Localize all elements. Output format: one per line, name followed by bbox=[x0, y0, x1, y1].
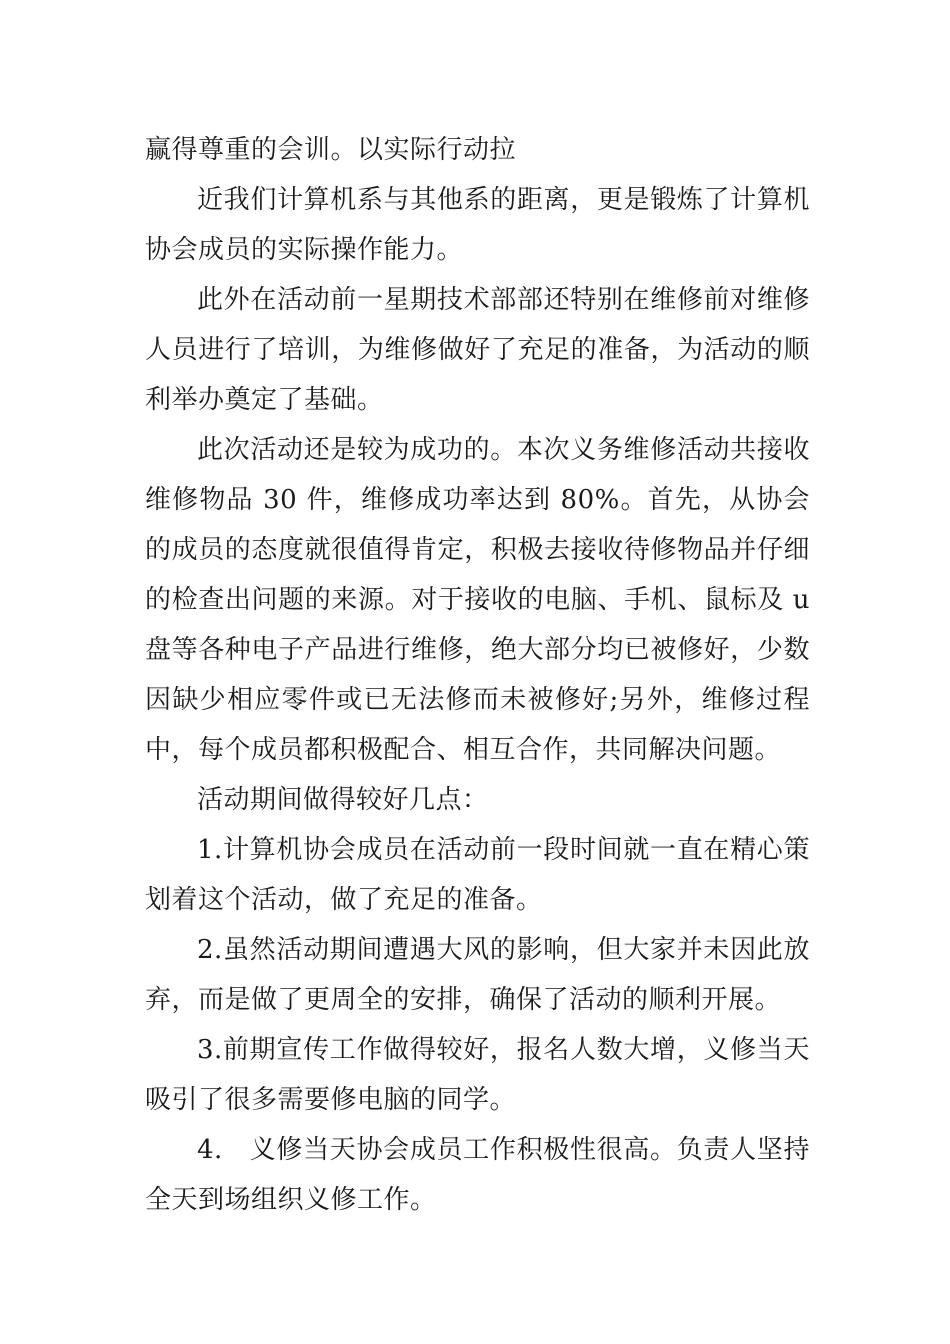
list-item-4: 4. 义修当天协会成员工作积极性很高。负责人坚持全天到场组织义修工作。 bbox=[145, 1135, 810, 1215]
paragraph-4: 此次活动还是较为成功的。本次义务维修活动共接收维修物品 30 件，维修成功率达到 80%。首先，从协会的成员的态度就很值得肯定，积极去接收待修物品并仔细的检查出问题的来源。对于接收的电脑、手机、鼠标及 u 盘等各种电子产品进行维修，绝大部分均已被修好，少数因缺少相应零件或已无法修而未被修好;另外，维修过程中，每个成员都积极配合、相互合作，共同解决问题。 bbox=[145, 435, 810, 765]
paragraph-2: 近我们计算机系与其他系的距离，更是锻炼了计算机协会成员的实际操作能力。 bbox=[145, 185, 810, 265]
list-item-2: 2.虽然活动期间遭遇大风的影响，但大家并未因此放弃，而是做了更周全的安排，确保了活动的顺利开展。 bbox=[145, 935, 810, 1015]
paragraph-5: 活动期间做得较好几点： bbox=[197, 785, 489, 815]
paragraph-3: 此外在活动前一星期技术部部还特别在维修前对维修人员进行了培训，为维修做好了充足的准备，为活动的顺利举办奠定了基础。 bbox=[145, 285, 810, 415]
list-item-1: 1.计算机协会成员在活动前一段时间就一直在精心策划着这个活动，做了充足的准备。 bbox=[145, 835, 810, 915]
document-body bbox=[145, 125, 810, 1225]
paragraph-1: 赢得尊重的会训。以实际行动拉 bbox=[145, 135, 517, 165]
list-item-3: 3.前期宣传工作做得较好，报名人数大增，义修当天吸引了很多需要修电脑的同学。 bbox=[145, 1035, 810, 1115]
